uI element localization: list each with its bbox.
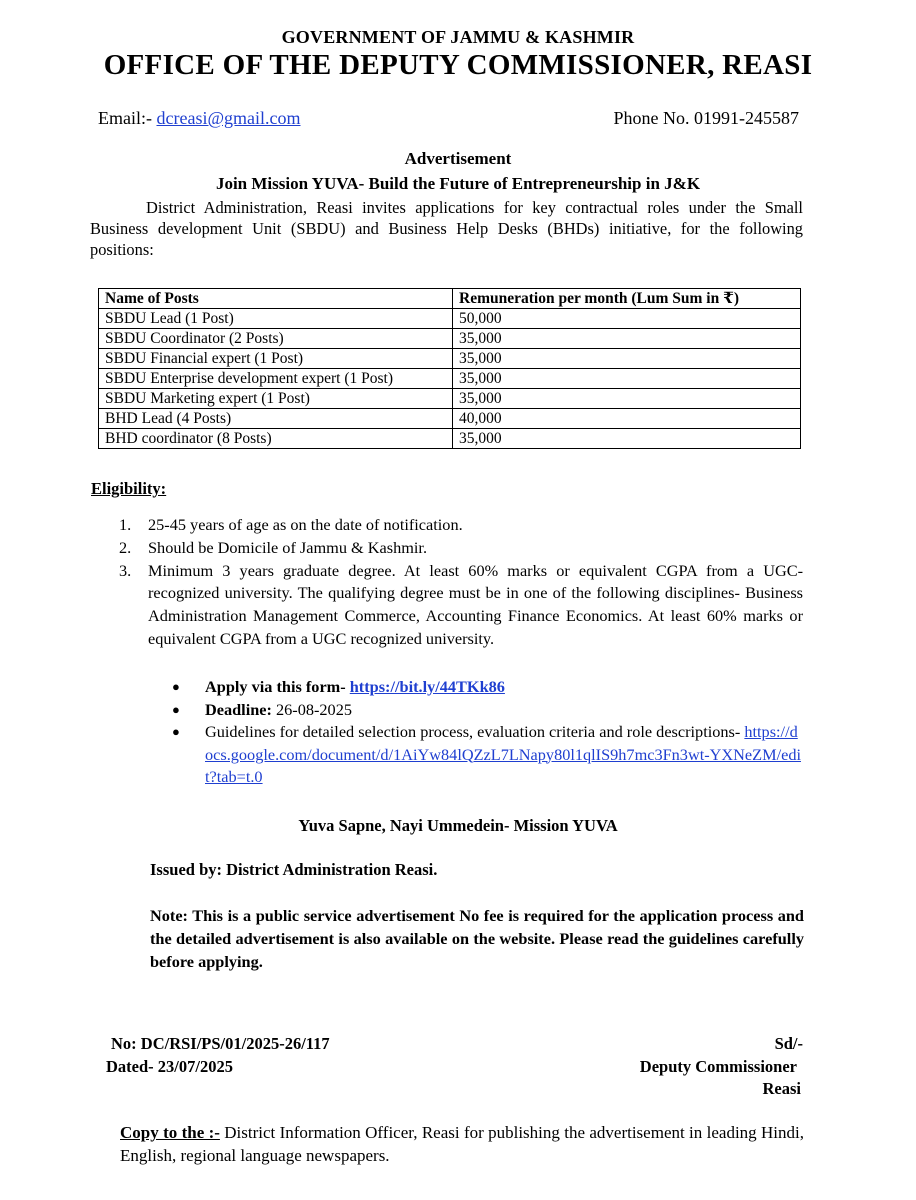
signatory-place: Reasi: [762, 1079, 801, 1098]
list-item-text: Should be Domicile of Jammu & Kashmir.: [148, 537, 428, 557]
slogan: Yuva Sapne, Nayi Ummedein- Mission YUVA: [298, 816, 618, 835]
advertisement-title: Advertisement: [404, 149, 512, 168]
eligibility-heading: Eligibility:: [91, 479, 167, 498]
note-paragraph: Note: This is a public service advertisement No fee is required for the application process and the detailed advertisement is also available on the website. Please read the guidelines carefully before applying.: [150, 906, 804, 971]
post-name-cell: BHD coordinator (8 Posts): [99, 429, 453, 449]
copy-to-paragraph: [120, 1121, 804, 1167]
phone-number: Phone No. 01991-245587: [613, 108, 799, 128]
list-number: 3.: [119, 560, 132, 580]
reference-number: No: DC/RSI/PS/01/2025-26/117: [111, 1034, 330, 1053]
deadline-label: Deadline:: [205, 699, 272, 719]
intro-paragraph: District Administration, Reasi invites applications for key contractual roles under the Small Business development Unit (SBDU) and Business Help Desks (BHDs) initiative, for the following positions:: [90, 198, 803, 259]
signed-mark: Sd/-: [774, 1034, 803, 1053]
bullet-icon: ●: [172, 679, 180, 694]
remuneration-cell: 35,000: [453, 329, 801, 349]
copy-to-label: Copy to the :-: [120, 1123, 220, 1142]
list-item: [113, 514, 803, 537]
table-row: [99, 309, 801, 329]
column-header-post: Name of Posts: [99, 289, 453, 309]
apply-form-label: Apply via this form-: [205, 677, 346, 696]
eligibility-list: [113, 514, 803, 651]
advertisement-heading: Join Mission YUVA- Build the Future of Entrepreneurship in J&K: [215, 174, 701, 193]
remuneration-cell: 35,000: [453, 349, 801, 369]
remuneration-cell: 35,000: [453, 369, 801, 389]
guidelines-text: Guidelines for detailed selection process, evaluation criteria and role descriptions-: [205, 722, 741, 741]
table-row: [99, 369, 801, 389]
remuneration-cell: 40,000: [453, 409, 801, 429]
table-header-row: [99, 289, 801, 309]
email-line: [98, 108, 301, 129]
posts-table: [98, 288, 801, 449]
list-item-text: 25-45 years of age as on the date of notification.: [148, 515, 463, 534]
post-name-cell: SBDU Marketing expert (1 Post): [99, 389, 453, 409]
list-item: [172, 721, 804, 789]
table-row: [99, 409, 801, 429]
list-item: [113, 537, 803, 560]
bullet-icon: ●: [172, 701, 180, 717]
list-item: [172, 676, 804, 699]
table-row: [99, 429, 801, 449]
office-heading: OFFICE OF THE DEPUTY COMMISSIONER, REASI: [103, 49, 813, 81]
table-row: [99, 389, 801, 409]
post-name-cell: SBDU Financial expert (1 Post): [99, 349, 453, 369]
apply-form-link[interactable]: https://bit.ly/44TKk86: [349, 677, 505, 696]
signatory-title: Deputy Commissioner: [639, 1057, 797, 1076]
table-row: [99, 349, 801, 369]
remuneration-cell: 35,000: [453, 429, 801, 449]
post-name-cell: SBDU Lead (1 Post): [99, 309, 453, 329]
issued-by: Issued by: District Administration Reasi.: [150, 860, 438, 879]
list-number: 2.: [119, 537, 132, 557]
post-name-cell: SBDU Coordinator (2 Posts): [99, 329, 453, 349]
column-header-remuneration: Remuneration per month (Lum Sum in ₹): [453, 289, 801, 309]
bullet-icon: ●: [172, 724, 180, 739]
apply-list: [172, 676, 804, 789]
post-name-cell: BHD Lead (4 Posts): [99, 409, 453, 429]
remuneration-cell: 35,000: [453, 389, 801, 409]
list-item: [172, 699, 804, 722]
email-link[interactable]: dcreasi@gmail.com: [156, 108, 301, 128]
copy-to-text: District Information Officer, Reasi for publishing the advertisement in leading Hindi, English, regional language newspapers.: [120, 1123, 804, 1165]
list-item-text: Minimum 3 years graduate degree. At least 60% marks or equivalent CGPA from a UGC-recognized university. The qualifying degree must be in one of the following disciplines- Business Administration Management Commerce, Accounting Finance Economics. At least 60% marks or equivalent CGPA from a UGC recognized university.: [148, 560, 803, 648]
remuneration-cell: 50,000: [453, 309, 801, 329]
issue-date: Dated- 23/07/2025: [106, 1057, 233, 1076]
post-name-cell: SBDU Enterprise development expert (1 Post): [99, 369, 453, 389]
deadline-value: 26-08-2025: [276, 699, 352, 719]
list-item: [113, 560, 803, 651]
government-heading: GOVERNMENT OF JAMMU & KASHMIR: [281, 27, 635, 47]
list-number: 1.: [119, 515, 132, 534]
email-label: Email:-: [98, 108, 152, 128]
guidelines-link[interactable]: https://docs.google.com/document/d/1AiYw84lQZzL7LNapy80l1qlIS9h7mc3Fn3wt-YXNeZM/edit?tab=t.0: [205, 722, 801, 786]
table-row: [99, 329, 801, 349]
